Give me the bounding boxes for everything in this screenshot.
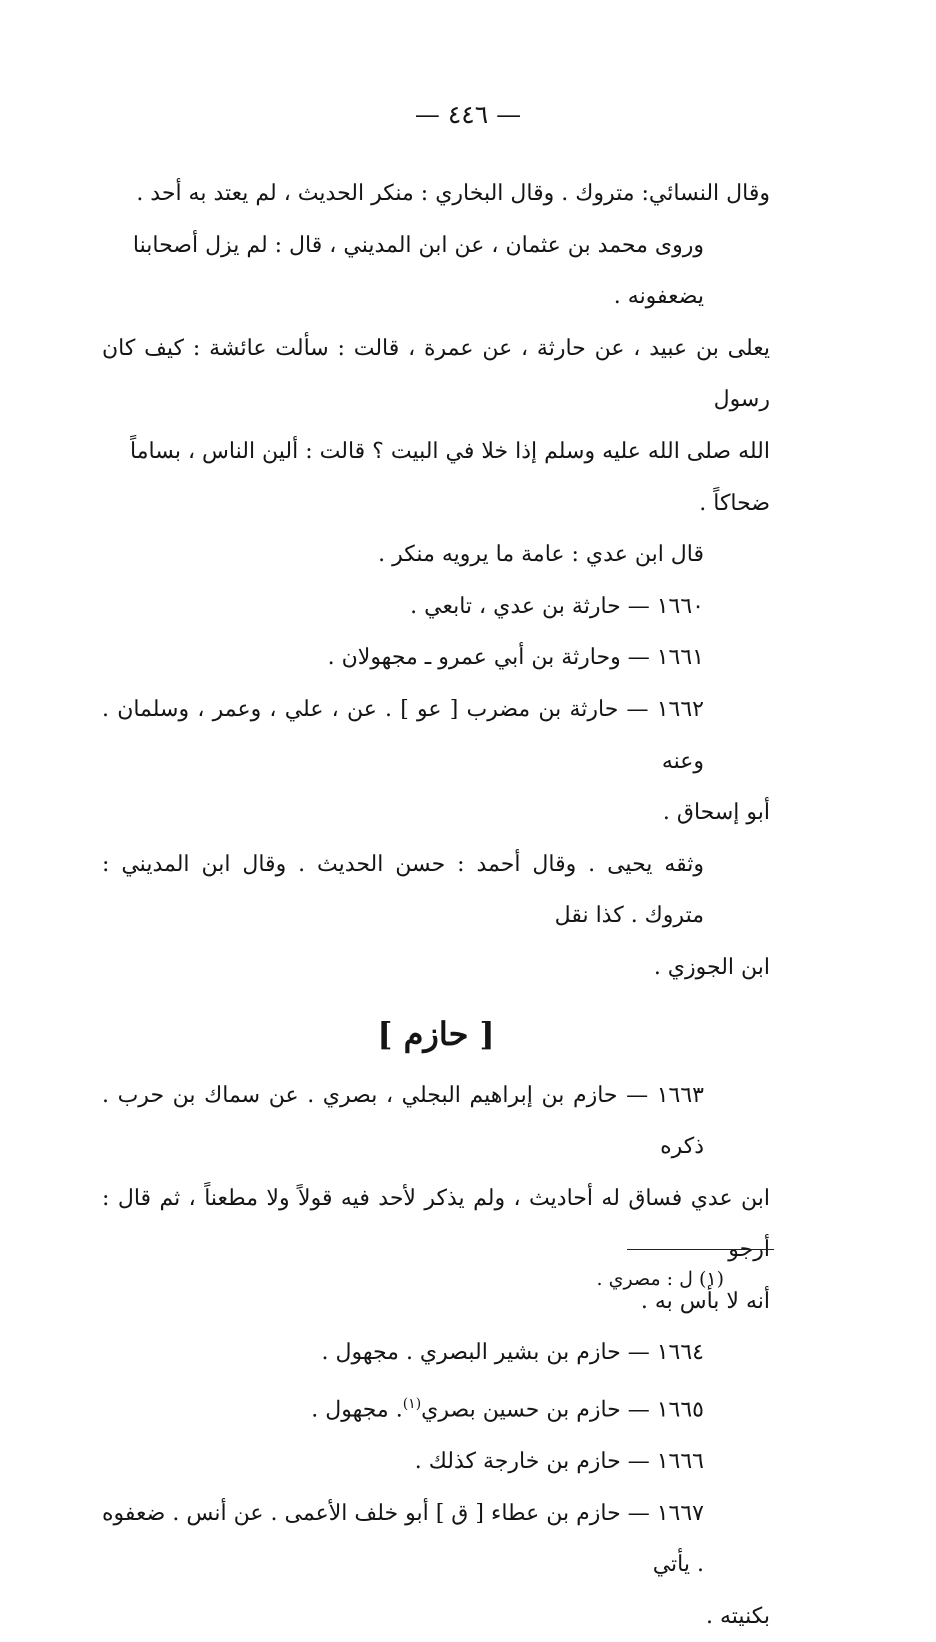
- text-line: بكنيته .: [706, 1603, 770, 1629]
- entry-1664: ١٦٦٤ — حازم بن بشير البصري . مجهول .: [321, 1340, 704, 1366]
- text-line: الله صلى الله عليه وسلم إذا خلا في البيت ؟ قالت : ألين الناس ، بساماً ضحاكاً .: [130, 438, 770, 516]
- entry-1665: [102, 1379, 770, 1436]
- body-text: [102, 168, 770, 1642]
- text-line: وثقه يحيى . وقال أحمد : حسن الحديث . وقال ابن المديني : متروك . كذا نقل: [102, 851, 704, 929]
- entry-1665-text: ١٦٦٥ — حازم بن حسين بصري: [421, 1397, 704, 1423]
- text-line: أبو إسحاق .: [662, 800, 770, 826]
- page-number: — ٤٤٦ —: [414, 100, 522, 129]
- entry-1663: ١٦٦٣ — حازم بن إبراهيم البجلي ، بصري . عن سماك بن حرب . ذكره: [102, 1082, 704, 1160]
- text-line: وروى محمد بن عثمان ، عن ابن المديني ، قال : لم يزل أصحابنا يضعفونه .: [132, 232, 704, 310]
- footnote: (١) ل : مصري .: [596, 1268, 724, 1290]
- text-line: ابن الجوزي .: [653, 954, 770, 980]
- entry-1662: ١٦٦٢ — حارثة بن مضرب [ عو ] . عن ، علي ، وعمر ، وسلمان . وعنه: [102, 696, 704, 774]
- text-line: قال ابن عدي : عامة ما يرويه منكر .: [378, 542, 704, 568]
- entry-1665-tail: . مجهول .: [311, 1397, 403, 1423]
- entry-1666: ١٦٦٦ — حازم بن خارجة كذلك .: [414, 1448, 704, 1474]
- footnote-reference: (١): [402, 1396, 422, 1413]
- text-line: وقال النسائي: متروك . وقال البخاري : منكر الحديث ، لم يعتد به أحد .: [136, 181, 770, 206]
- text-line: أنه لا بأس به .: [640, 1288, 770, 1314]
- text-line: يعلى بن عبيد ، عن حارثة ، عن عمرة ، قالت : سألت عائشة : كيف كان رسول: [102, 335, 770, 413]
- entry-1660: ١٦٦٠ — حارثة بن عدي ، تابعي .: [410, 593, 704, 619]
- text-line: ابن عدي فساق له أحاديث ، ولم يذكر لأحد فيه قولاً ولا مطعناً ، ثم قال : أرجو: [102, 1185, 770, 1263]
- entry-1661: ١٦٦١ — وحارثة بن أبي عمرو ـ مجهولان .: [327, 645, 704, 671]
- footnote-divider: [627, 1249, 774, 1250]
- entry-1667: ١٦٦٧ — حازم بن عطاء [ ق ] أبو خلف الأعمى . عن أنس . ضعفوه . يأتي: [102, 1500, 704, 1578]
- section-heading: [ حازم ]: [377, 1014, 495, 1053]
